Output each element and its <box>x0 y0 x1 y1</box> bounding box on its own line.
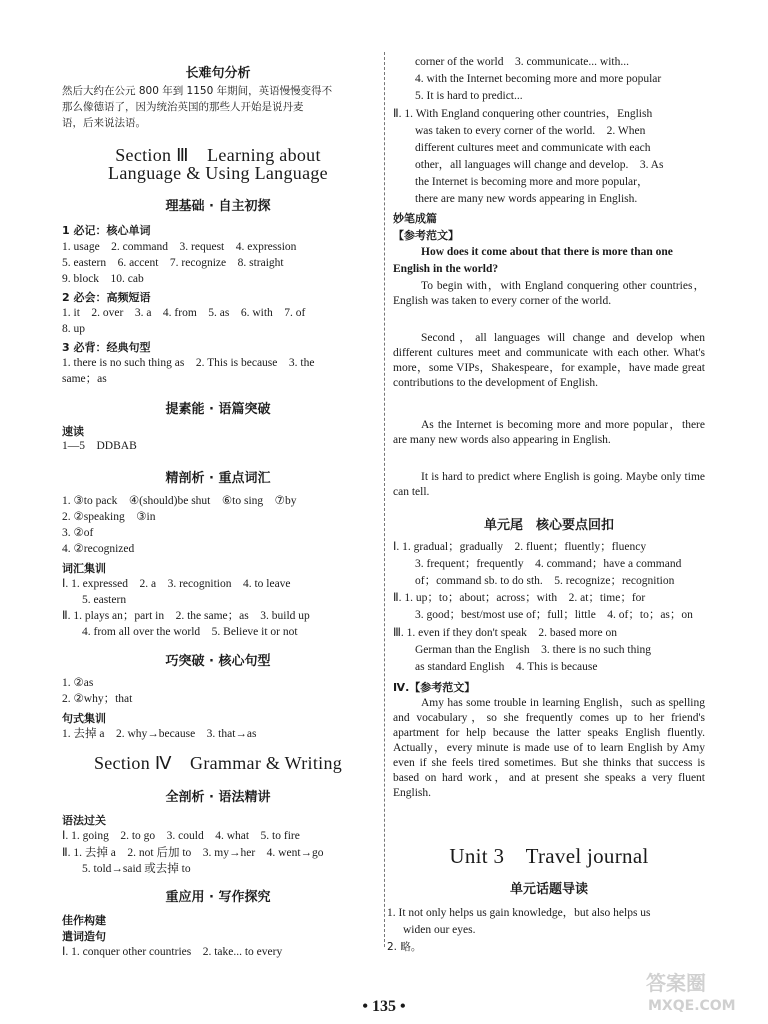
must-remember-label: 1 必记：核心单词 <box>62 224 151 237</box>
section3-title-line-1: Section Ⅲ Learning about <box>115 145 321 165</box>
must-recite-label: 3 必背：经典句型 <box>62 341 151 354</box>
sentence-item-2: 2. ②why；that <box>62 693 133 705</box>
watermark-icon <box>642 966 762 1016</box>
para2-line-3: different cultures meet and communicate with each <box>415 142 651 154</box>
words-line-3: 9. block 10. cab <box>62 273 144 285</box>
essay-paragraph-3: As the Internet is becoming more and more popular，there are many new words also appearing in English. <box>393 419 705 446</box>
top-line-3: 5. It is hard to predict... <box>415 90 523 102</box>
sentence-item-1: 1. ②as <box>62 677 94 689</box>
grammar-pass-label: 语法过关 <box>62 814 106 827</box>
essay-title-line-2: English in the world? <box>393 263 499 275</box>
writing-build-label: 佳作构建 <box>62 914 106 927</box>
heading-topic: 单元话题导读 <box>509 882 588 897</box>
essay-paragraph-2: Second，all languages will change and develop when different cultures meet and communicate with each other. What's more，some VIPs，Shakespeare，for example，have made great contributions to the development of English. <box>393 332 705 389</box>
vocab-train-line-4: 4. from all over the world 5. Believe it or not <box>82 626 298 638</box>
review-line-5: 3. good；best/most use of；full；little 4. of；to；as；on <box>415 609 693 621</box>
review-line-8: as standard English 4. This is because <box>415 661 598 673</box>
essay2-paragraph: Amy has some trouble in learning English，such as spelling and vocabulary，so she frequently comes up to her friend's apartment for help because the latter speaks English fluently. Actually，every minute is made use of to learn English by Amy even if she feels tired sometimes. But she thinks that success is based on hard work，and at present she speaks a very fluent English. <box>393 697 705 799</box>
vocab-line-2: 2. ②speaking ③in <box>62 511 156 523</box>
long-sentence-line-1: 然后大约在公元 800 年到 1150 年期间，英语慢慢变得不 <box>62 85 333 97</box>
sentence-train-item: 1. 去掉 a 2. why→because 3. that→as <box>62 728 257 740</box>
vocab-train-line-2: 5. eastern <box>82 594 127 606</box>
review-line-4: Ⅱ. 1. up；to；about；across；with 2. at；time；for <box>393 592 646 604</box>
writing-item: Ⅰ. 1. conquer other countries 2. take... to every <box>62 946 283 958</box>
must-know-label: 2 必会：高频短语 <box>62 291 151 304</box>
words-line-1: 1. usage 2. command 3. request 4. expression <box>62 241 297 253</box>
svg-text:MXQE.COM: MXQE.COM <box>648 998 736 1014</box>
phrases-line-2: 8. up <box>62 323 85 335</box>
para2-line-5: the Internet is becoming more and more popular， <box>415 176 649 188</box>
vocab-line-4: 4. ②recognized <box>62 543 135 555</box>
topic-line-3: 2. 略。 <box>387 941 422 953</box>
fast-reading-label: 速读 <box>62 425 84 438</box>
review-line-1: Ⅰ. 1. gradual；gradually 2. fluent；fluently；fluency <box>393 541 647 553</box>
topic-line-2: widen our eyes. <box>403 924 476 936</box>
heading-unit-end: 单元尾 核心要点回扣 <box>483 518 614 533</box>
vocab-train-line-1: Ⅰ. 1. expressed 2. a 3. recognition 4. to leave <box>62 578 291 590</box>
model-essay-tag: 【参考范文】 <box>393 229 459 242</box>
sentences-line-1: 1. there is no such thing as 2. This is because 3. the <box>62 357 315 369</box>
heading-writing: 重应用 · 写作探究 <box>165 890 271 905</box>
fast-reading-answer: 1—5 DDBAB <box>62 440 137 452</box>
words-line-2: 5. eastern 6. accent 7. recognize 8. straight <box>62 257 284 269</box>
essay-title-line-1: How does it come about that there is more than one <box>421 246 673 258</box>
heading-long-sentence: 长难句分析 <box>185 66 251 81</box>
svg-text:答案圈: 答案圈 <box>646 971 706 995</box>
long-sentence-line-2: 那么像德语了，因为统治英国的那些人开始是说丹麦 <box>62 101 304 113</box>
review-line-2: 3. frequent；frequently 4. command；have a command <box>415 558 682 570</box>
phrases-line-1: 1. it 2. over 3. a 4. from 5. as 6. with 7. of <box>62 307 306 319</box>
heading-basic: 理基础 · 自主初探 <box>165 199 271 214</box>
grammar-line-1: Ⅰ. 1. going 2. to go 3. could 4. what 5. to fire <box>62 830 300 842</box>
sentence-train-label: 句式集训 <box>62 712 106 725</box>
review-line-6: Ⅲ. 1. even if they don't speak 2. based more on <box>393 627 617 639</box>
heading-grammar: 全剖析 · 语法精讲 <box>165 790 271 805</box>
iv-model-tag: Ⅳ.【参考范文】 <box>393 681 476 694</box>
vocab-train-label: 词汇集训 <box>62 562 106 575</box>
vocab-line-1: 1. ③to pack ④(should)be shut ⑥to sing ⑦by <box>62 495 297 507</box>
para2-line-1: Ⅱ. 1. With England conquering other countries，English <box>393 108 653 120</box>
unit3-title: Unit 3 Travel journal <box>449 844 649 868</box>
vocab-line-3: 3. ②of <box>62 527 94 539</box>
heading-vocab: 精剖析 · 重点词汇 <box>165 471 271 486</box>
wonderful-label: 妙笔成篇 <box>393 212 437 225</box>
para2-line-4: other，all languages will change and develop. 3. As <box>415 159 664 171</box>
page-number: • 135 • <box>362 998 406 1015</box>
topic-line-1: 1. It not only helps us gain knowledge，but also helps us <box>387 907 651 919</box>
word-choice-label: 遣词造句 <box>62 930 106 943</box>
top-line-2: 4. with the Internet becoming more and more popular <box>415 73 662 85</box>
top-line-1: corner of the world 3. communicate... with... <box>415 56 629 68</box>
vocab-train-line-3: Ⅱ. 1. plays an；part in 2. the same；as 3. build up <box>62 610 310 622</box>
review-line-3: of；command sb. to do sth. 5. recognize；recognition <box>415 575 675 587</box>
section4-title: Section Ⅳ Grammar & Writing <box>93 753 343 773</box>
essay-paragraph-4: It is hard to predict where English is going. Maybe only time can tell. <box>393 471 705 498</box>
sentences-line-2: same；as <box>62 373 107 385</box>
review-line-7: German than the English 3. there is no such thing <box>415 644 652 656</box>
heading-sentence: 巧突破 · 核心句型 <box>165 654 271 669</box>
watermark-logo <box>642 966 762 1016</box>
essay-paragraph-1: To begin with，with England conquering other countries，English was taken to every corner of the world. <box>393 280 705 307</box>
grammar-line-3: 5. told→said 或去掉 to <box>82 863 191 875</box>
grammar-line-2: Ⅱ. 1. 去掉 a 2. not 后加 to 3. my→her 4. went→go <box>62 847 324 859</box>
para2-line-6: there are many new words appearing in English. <box>415 193 638 205</box>
para2-line-2: was taken to every corner of the world. 2. When <box>415 125 646 137</box>
column-divider <box>384 52 385 947</box>
heading-reading: 提素能 · 语篇突破 <box>165 402 271 417</box>
long-sentence-line-3: 语，后来说法语。 <box>62 117 146 129</box>
section3-title-line-2: Language & Using Language <box>108 163 328 183</box>
